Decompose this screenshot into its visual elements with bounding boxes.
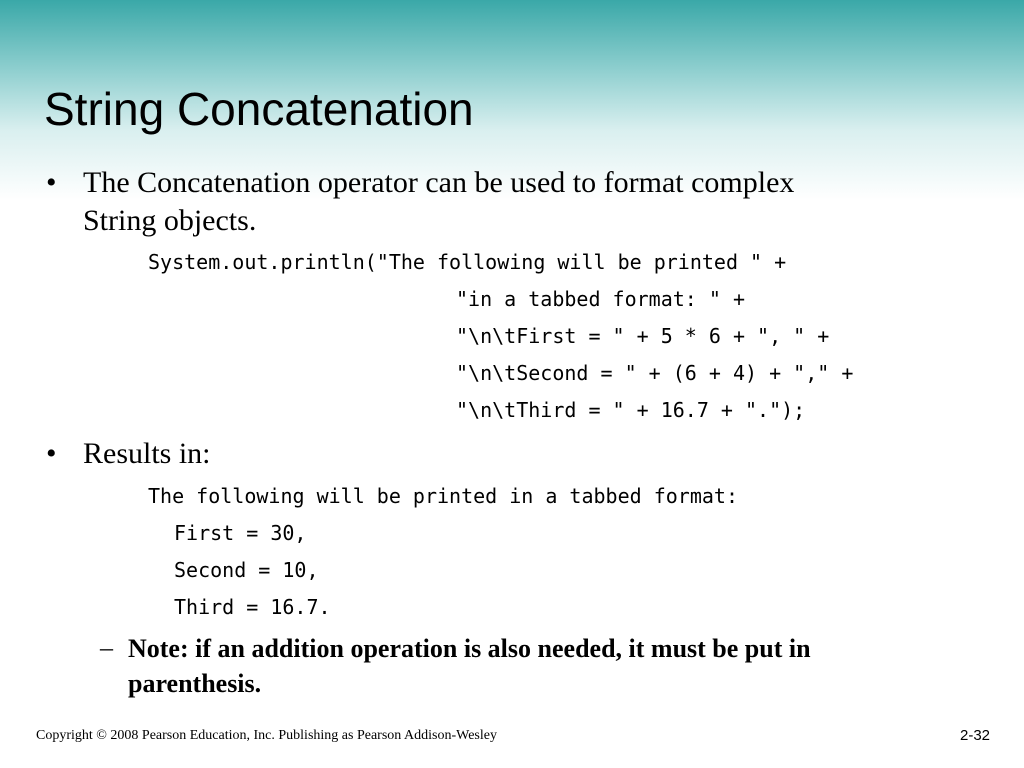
code-line-4: "\n\tSecond = " + (6 + 4) + "," + xyxy=(456,361,854,385)
bullet-marker-1: • xyxy=(46,166,57,199)
bullet-1-line-2: String objects. xyxy=(83,204,257,237)
output-line-1: The following will be printed in a tabbed format: xyxy=(148,484,739,508)
output-line-2: First = 30, xyxy=(174,521,307,545)
code-line-1: System.out.println("The following will be printed " + xyxy=(148,250,787,274)
code-line-2: "in a tabbed format: " + xyxy=(456,287,745,311)
bullet-1-line-1: The Concatenation operator can be used to format complex xyxy=(83,166,795,199)
sub-bullet-dash: – xyxy=(100,633,113,662)
output-line-4: Third = 16.7. xyxy=(174,595,331,619)
slide-title: String Concatenation xyxy=(44,83,474,135)
bullet-2-text: Results in: xyxy=(83,437,211,470)
copyright-footer: Copyright © 2008 Pearson Education, Inc. Publishing as Pearson Addison-Wesley xyxy=(36,728,497,743)
note-text: Note: if an addition operation is also needed, it must be put in parenthesis. xyxy=(128,634,811,698)
output-line-3: Second = 10, xyxy=(174,558,319,582)
slide-number: 2-32 xyxy=(960,727,991,744)
code-line-5: "\n\tThird = " + 16.7 + "."); xyxy=(456,398,806,422)
code-line-3: "\n\tFirst = " + 5 * 6 + ", " + xyxy=(456,324,830,348)
bullet-marker-2: • xyxy=(46,437,57,470)
